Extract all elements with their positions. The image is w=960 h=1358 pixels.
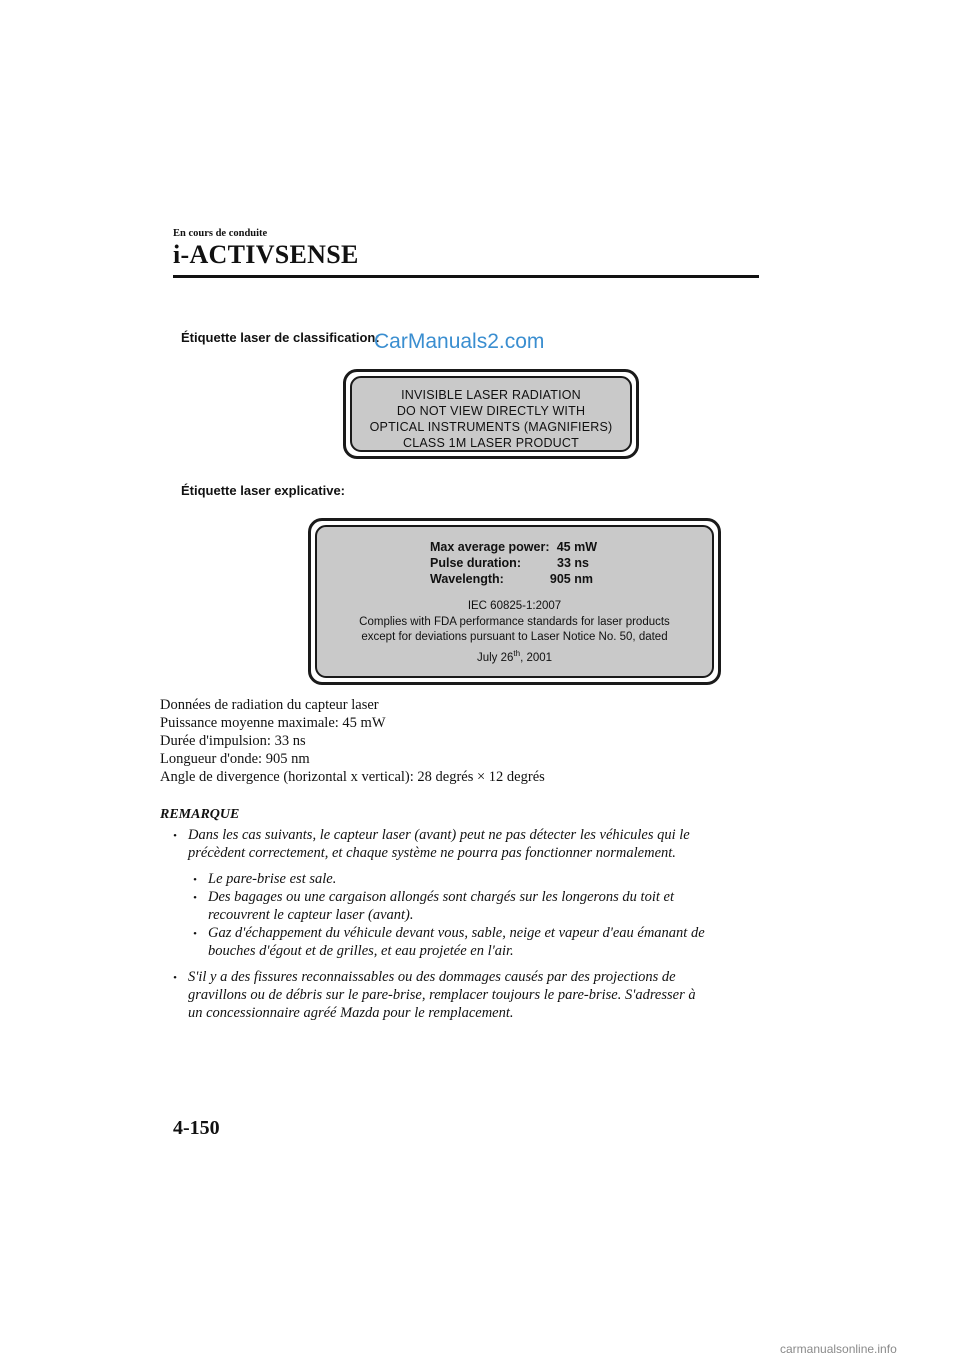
bullet-symbol: • — [193, 874, 197, 886]
page-title: i-ACTIVSENSE — [173, 240, 359, 269]
laser-explicative-label — [308, 518, 721, 685]
header-rule — [173, 275, 759, 278]
label-line: CLASS 1M LASER PRODUCT — [403, 436, 579, 450]
spec-name: Wavelength: — [430, 572, 504, 586]
note-line: Gaz d'échappement du véhicule devant vous, sable, neige et vapeur d'eau émanant de — [208, 925, 705, 941]
note-line: S'il y a des fissures reconnaissables ou des dommages causés par des projections de — [188, 969, 676, 985]
bullet-symbol: • — [173, 972, 177, 984]
remarque-title: REMARQUE — [160, 807, 240, 822]
note-line: gravillons ou de débris sur le pare-brise, remplacer toujours le pare-brise. S'adresser à — [188, 987, 696, 1003]
bullet-symbol: • — [173, 830, 177, 842]
caption-classification: Étiquette laser de classification: — [181, 330, 380, 345]
footer-watermark[interactable]: carmanualsonline.info — [780, 1342, 897, 1356]
radiation-data — [160, 696, 545, 786]
bullet-symbol: • — [193, 892, 197, 904]
note-line: bouches d'égout et de grilles, et eau projetée en l'air. — [208, 943, 514, 959]
radiation-line: Longueur d'onde: 905 nm — [160, 751, 310, 767]
spec-value: 33 ns — [557, 556, 589, 570]
note-line: précèdent correctement, et chaque système ne pourra pas fonctionner normalement. — [188, 845, 676, 861]
caption-explicative: Étiquette laser explicative: — [181, 483, 346, 498]
section-name: En cours de conduite — [173, 228, 268, 239]
spec-name: Pulse duration: — [430, 556, 521, 570]
label-line: OPTICAL INSTRUMENTS (MAGNIFIERS) — [369, 420, 613, 434]
spec-value: 45 mW — [556, 540, 597, 554]
spec-value: 905 nm — [549, 572, 593, 586]
compliance-text: Complies with FDA performance standards for laser products — [359, 615, 670, 628]
note-line: un concessionnaire agréé Mazda pour le remplacement. — [188, 1005, 514, 1021]
bullet-symbol: • — [193, 928, 197, 940]
radiation-line: Durée d'impulsion: 33 ns — [160, 733, 306, 749]
spec-name: Max average power: — [430, 540, 550, 554]
compliance-text: except for deviations pursuant to Laser Notice No. 50, dated — [361, 631, 668, 643]
note-line: Dans les cas suivants, le capteur laser (avant) peut ne pas détecter les véhicules qui le — [188, 827, 690, 843]
radiation-line: Angle de divergence (horizontal x vertical): 28 degrés × 12 degrés — [160, 769, 545, 785]
compliance-date: July 26th, 2001 — [476, 648, 553, 664]
laser-classification-label — [343, 369, 639, 459]
note-line: Des bagages ou une cargaison allongés sont chargés sur les longerons du toit et — [208, 889, 674, 905]
standard-text: IEC 60825-1:2007 — [467, 600, 562, 612]
label-line: DO NOT VIEW DIRECTLY WITH — [396, 404, 586, 418]
remarque-notes — [160, 826, 760, 1066]
note-line: Le pare-brise est sale. — [208, 871, 337, 887]
note-line: recouvrent le capteur laser (avant). — [208, 907, 414, 923]
radiation-line: Données de radiation du capteur laser — [160, 697, 379, 713]
page-number: 4-150 — [173, 1117, 220, 1139]
radiation-line: Puissance moyenne maximale: 45 mW — [160, 715, 386, 731]
label-line: INVISIBLE LASER RADIATION — [401, 388, 581, 402]
watermark-link[interactable]: CarManuals2.com — [374, 330, 545, 353]
